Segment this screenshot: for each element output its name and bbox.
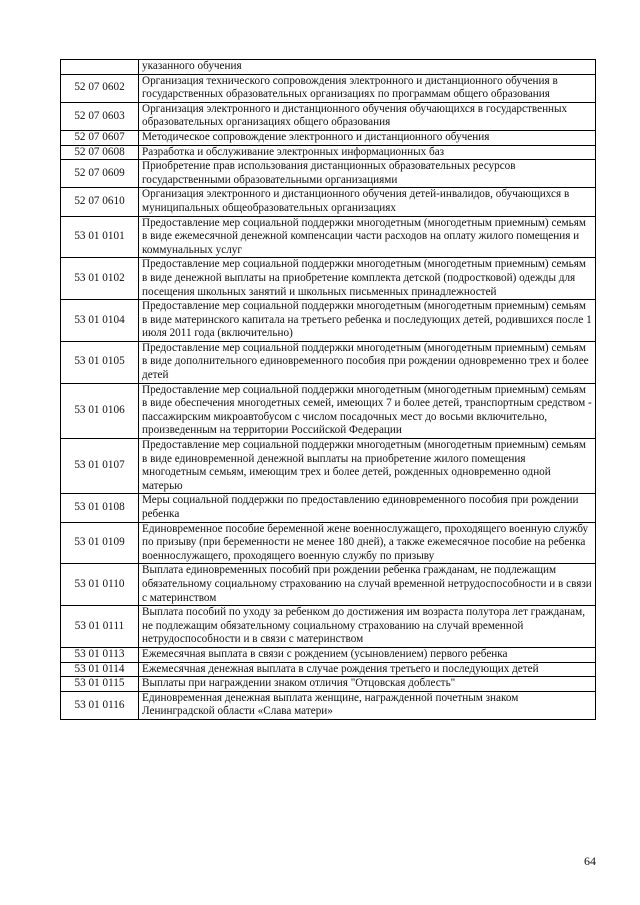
row-description: Приобретение прав использования дистанционных образовательных ресурсов государственными образовательными организациями <box>139 160 596 188</box>
row-description: Меры социальной поддержки по предоставлению единовременного пособия при рождении ребенка <box>139 494 596 522</box>
row-description: Организация электронного и дистанционного обучения детей-инвалидов, обучающихся в муниципальных общеобразовательных организациях <box>139 188 596 216</box>
table-row <box>61 74 596 102</box>
budget-code-table <box>60 59 596 720</box>
row-code: 53 01 0115 <box>61 677 139 692</box>
table-row <box>61 258 596 300</box>
row-code: 53 01 0113 <box>61 647 139 662</box>
row-description: Разработка и обслуживание электронных информационных баз <box>139 145 596 160</box>
row-description: Выплата пособий по уходу за ребенком до достижения им возраста полутора лет гражданам, не подлежащим обязательному социальному страхованию на случай временной нетрудоспособности и в связи с материнством <box>139 606 596 648</box>
row-code: 53 01 0102 <box>61 258 139 300</box>
row-code: 53 01 0114 <box>61 662 139 677</box>
table-row <box>61 188 596 216</box>
table-row <box>61 662 596 677</box>
row-code: 52 07 0608 <box>61 145 139 160</box>
row-code <box>61 60 139 75</box>
row-code: 53 01 0105 <box>61 341 139 383</box>
row-code: 52 07 0607 <box>61 130 139 145</box>
table-row <box>61 216 596 258</box>
row-description: Предоставление мер социальной поддержки многодетным (многодетным приемным) семьям в виде дополнительного единовременного пособия при рождении одновременно трех и более детей <box>139 341 596 383</box>
row-code: 53 01 0116 <box>61 691 139 719</box>
table-row <box>61 102 596 130</box>
table-row <box>61 522 596 564</box>
row-description: Организация технического сопровождения электронного и дистанционного обучения в государственных образовательных организациях по программам общего образования <box>139 74 596 102</box>
row-description: Выплаты при награждении знаком отличия "Отцовская доблесть" <box>139 677 596 692</box>
table-row <box>61 647 596 662</box>
table-row <box>61 130 596 145</box>
table-row <box>61 60 596 75</box>
row-description: Единовременная денежная выплата женщине, награжденной почетным знаком Ленинградской области «Слава матери» <box>139 691 596 719</box>
row-code: 52 07 0602 <box>61 74 139 102</box>
row-description: Выплата единовременных пособий при рождении ребенка гражданам, не подлежащим обязательному социальному страхованию на случай временной нетрудоспособности и в связи с материнством <box>139 564 596 606</box>
row-description: Ежемесячная выплата в связи с рождением (усыновлением) первого ребенка <box>139 647 596 662</box>
table-row <box>61 494 596 522</box>
row-description: Предоставление мер социальной поддержки многодетным (многодетным приемным) семьям в виде единовременной денежной выплаты на приобретение жилого помещения многодетным семьям, имеющим трех и более детей, рожденных одновременно одной матерью <box>139 439 596 494</box>
table-row <box>61 691 596 719</box>
row-code: 53 01 0110 <box>61 564 139 606</box>
row-code: 53 01 0109 <box>61 522 139 564</box>
row-code: 53 01 0104 <box>61 300 139 342</box>
row-description: Ежемесячная денежная выплата в случае рождения третьего и последующих детей <box>139 662 596 677</box>
table-row <box>61 677 596 692</box>
table-row <box>61 564 596 606</box>
row-code: 53 01 0107 <box>61 439 139 494</box>
row-description: указанного обучения <box>139 60 596 75</box>
row-description: Предоставление мер социальной поддержки многодетным (многодетным приемным) семьям в виде ежемесячной денежной компенсации части расходов на оплату жилого помещения и коммунальных услуг <box>139 216 596 258</box>
row-code: 52 07 0603 <box>61 102 139 130</box>
row-description: Методическое сопровождение электронного и дистанционного обучения <box>139 130 596 145</box>
table-row <box>61 341 596 383</box>
table-row <box>61 439 596 494</box>
table-row <box>61 145 596 160</box>
row-code: 52 07 0610 <box>61 188 139 216</box>
row-description: Предоставление мер социальной поддержки многодетным (многодетным приемным) семьям в виде материнского капитала на третьего ребенка и последующих детей, родившихся после 1 июля 2011 года (включительно) <box>139 300 596 342</box>
table-row <box>61 606 596 648</box>
table-row <box>61 383 596 438</box>
table-row <box>61 160 596 188</box>
row-description: Организация электронного и дистанционного обучения обучающихся в государственных образовательных организациях общего образования <box>139 102 596 130</box>
table-row <box>61 300 596 342</box>
row-code: 53 01 0111 <box>61 606 139 648</box>
row-code: 53 01 0101 <box>61 216 139 258</box>
row-code: 52 07 0609 <box>61 160 139 188</box>
row-description: Предоставление мер социальной поддержки многодетным (многодетным приемным) семьям в виде обеспечения многодетных семей, имеющих 7 и более детей, транспортным средством - пассажирским микроавтобусом с числом посадочных мест до восьми включительно, произведенным на территории Российской Федерации <box>139 383 596 438</box>
row-code: 53 01 0108 <box>61 494 139 522</box>
page-number: 64 <box>584 854 596 868</box>
row-code: 53 01 0106 <box>61 383 139 438</box>
row-description: Предоставление мер социальной поддержки многодетным (многодетным приемным) семьям в виде денежной выплаты на приобретение комплекта детской (подростковой) одежды для посещения школьных занятий и школьных письменных принадлежностей <box>139 258 596 300</box>
table-body <box>61 60 596 720</box>
row-description: Единовременное пособие беременной жене военнослужащего, проходящего военную службу по призыву (при беременности не менее 180 дней), а также ежемесячное пособие на ребенка военнослужащего, проходящего военную службу по призыву <box>139 522 596 564</box>
